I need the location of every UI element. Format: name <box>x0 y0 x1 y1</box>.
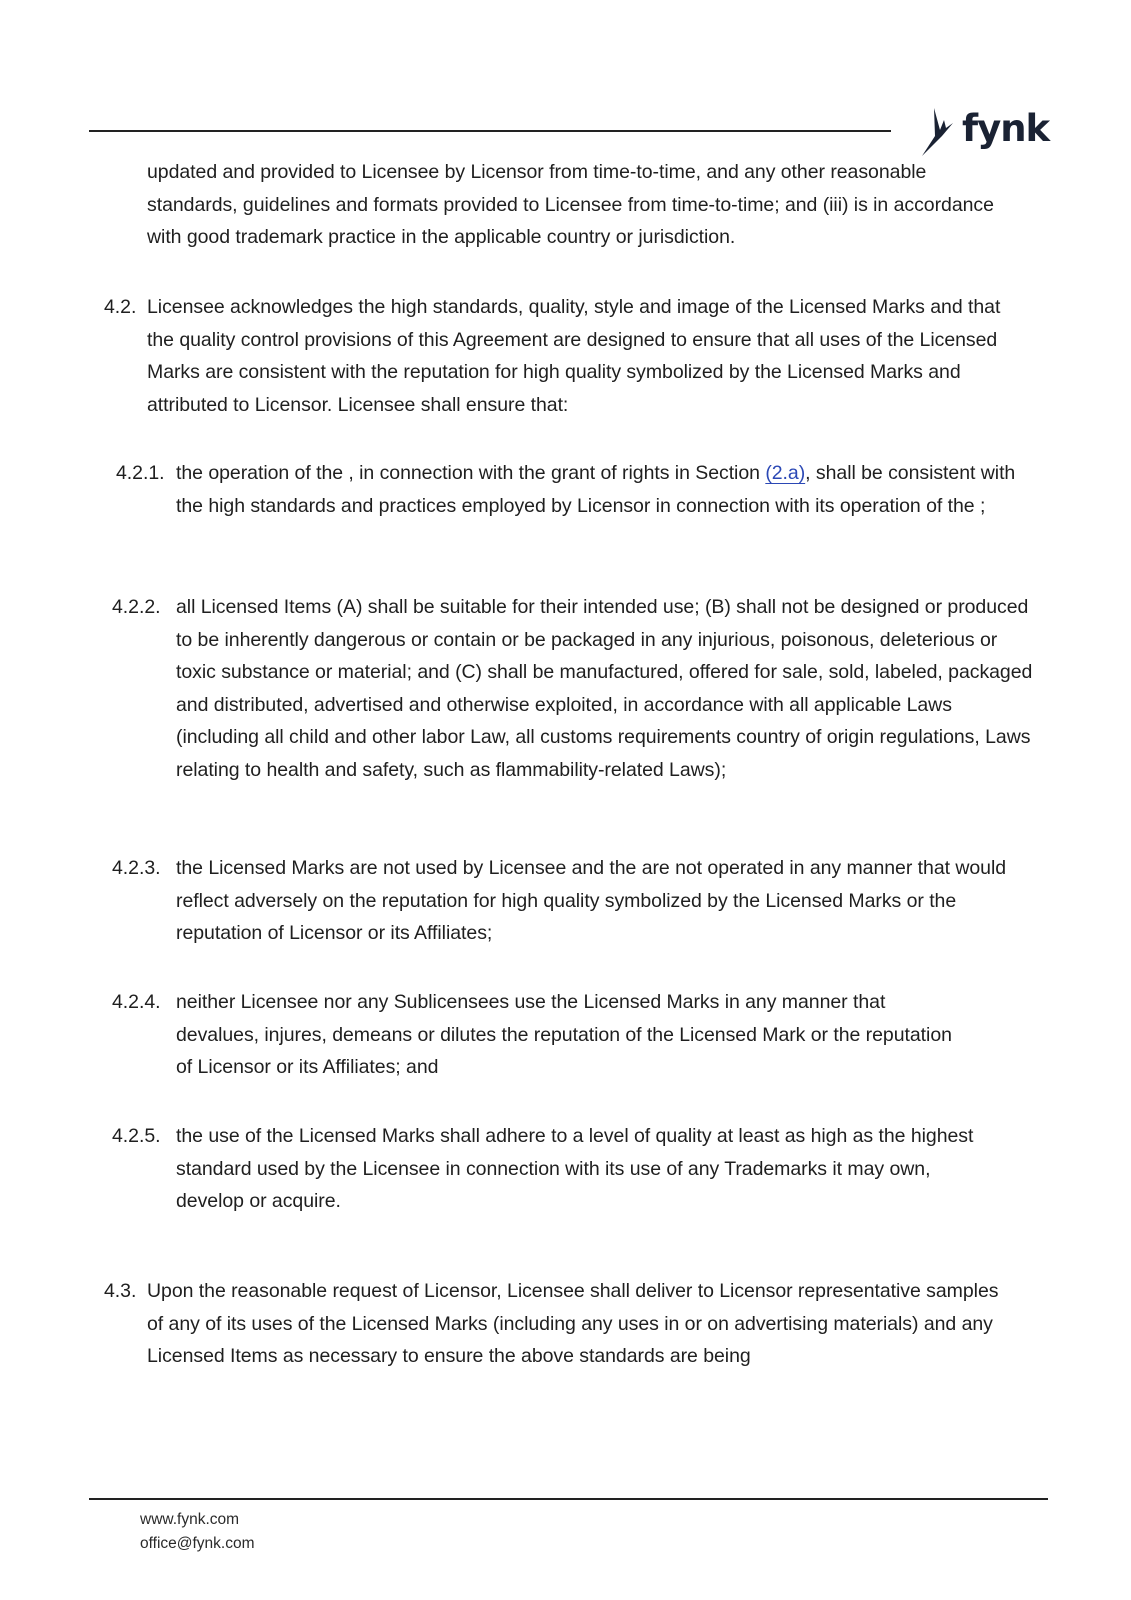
section-text <box>176 457 1034 522</box>
fynk-bird-icon <box>920 106 954 158</box>
section-text: the use of the Licensed Marks shall adhere to a level of quality at least as high as the highest standard used by the Licensee in connection with its use of any Trademarks it may own, develop or acquire. <box>176 1125 974 1212</box>
section-text: Upon the reasonable request of Licensor, Licensee shall deliver to Licensor representative samples of any of its uses of the Licensed Marks (including any uses in or on advertising materials) and any Licensed Items as necessary to ensure the above standards are being <box>147 1280 999 1367</box>
section-number: 4.2.2. <box>112 596 161 618</box>
footer-email[interactable]: office@fynk.com <box>140 1535 255 1552</box>
section-text: the Licensed Marks are not used by Licensee and the are not operated in any manner that would reflect adversely on the reputation for high quality symbolized by the Licensed Marks or the reputation of Licensor or its Affiliates; <box>176 857 1007 944</box>
footer-divider <box>89 1498 1048 1500</box>
section-number: 4.3. <box>104 1280 137 1302</box>
header-divider <box>89 130 891 132</box>
footer-website[interactable]: www.fynk.com <box>140 1511 240 1528</box>
section-text: Licensee acknowledges the high standards, quality, style and image of the Licensed Marks and that the quality control provisions of this Agreement are designed to ensure that all uses of the Licensed Marks are consistent with the reputation for high quality symbolized by the Licensed Marks and attributed to Licensor. Licensee shall ensure that: <box>147 296 1001 416</box>
continuation-paragraph <box>147 156 1017 254</box>
section-number: 4.2.3. <box>112 857 161 879</box>
text-after-link: , shall be consistent with the high standards and practices employed by Licensor in connection with its operation of the ; <box>176 462 1016 517</box>
section-number: 4.2. <box>104 296 137 318</box>
fynk-logo <box>920 104 1049 160</box>
section-text: all Licensed Items (A) shall be suitable for their intended use; (B) shall not be designed or produced to be inherently dangerous or contain or be packaged in any injurious, poisonous, deleterious or toxic substance or material; and (C) shall be manufactured, offered for sale, sold, labeled, packaged and distributed, advertised and otherwise exploited, in accordance with all applicable Laws (including all child and other labor Law, all customs requirements country of origin regulations, Laws relating to health and safety, such as flammability-related Laws); <box>176 596 1033 781</box>
continuation-text: updated and provided to Licensee by Licensor from time-to-time, and any other reasonable standards, guidelines and formats provided to Licensee from time-to-time; and (iii) is in accordance with good trademark practice in the applicable country or jurisdiction. <box>147 161 994 248</box>
section-2a-link[interactable]: (2.a) <box>765 462 806 484</box>
footer <box>140 1508 255 1556</box>
section-text: neither Licensee nor any Sublicensees use the Licensed Marks in any manner that devalues, injures, demeans or dilutes the reputation of the Licensed Mark or the reputation of Licensor or its Affiliates; and <box>176 991 952 1078</box>
logo-wordmark: fynk <box>962 106 1050 150</box>
section-number: 4.2.5. <box>112 1125 161 1147</box>
section-number: 4.2.1. <box>116 462 165 484</box>
section-number: 4.2.4. <box>112 991 161 1013</box>
text-before-link: the operation of the , in connection with the grant of rights in Section <box>176 462 766 484</box>
